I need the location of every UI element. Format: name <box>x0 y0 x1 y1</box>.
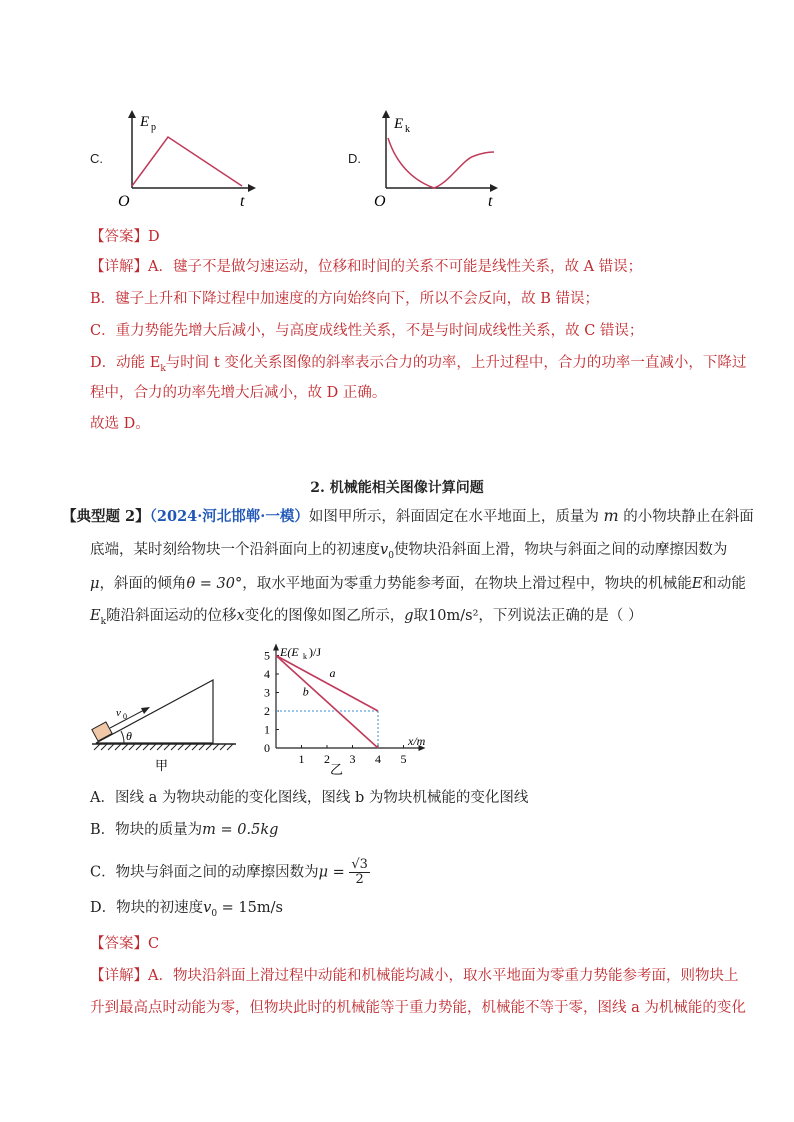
theta-label: θ <box>126 729 132 743</box>
detail-2-line-1: 【详解】A．物块沿斜面上滑过程中动能和机械能均减小，取水平地面为零重力势能参考面，则物块上 <box>90 968 739 984</box>
x-tick-label: 4 <box>375 752 381 766</box>
option-d-label: D. <box>348 151 361 166</box>
c-curve <box>132 137 242 186</box>
detail-1-conclusion: 故选 D。 <box>90 416 150 432</box>
choice-a: A．图线 a 为物块动能的变化图线，图线 b 为物块机械能的变化图线 <box>90 790 529 806</box>
y-tick-label: 0 <box>264 741 270 755</box>
series-line-b <box>276 656 378 749</box>
y-tick-label: 3 <box>264 685 270 700</box>
theta-arc <box>121 731 124 743</box>
chart-axes <box>273 644 426 752</box>
x-tick-label: 3 <box>349 752 356 766</box>
problem-line-2: 底端，某时刻给物块一个沿斜面向上的初速度$v_0$使物块沿斜面上滑，物块与斜面之间的动摩擦因数为 <box>90 542 728 561</box>
ylabel-text: E(E <box>280 645 299 659</box>
choice-c: C．物块与斜面之间的动摩擦因数为μ = $\frac{√3}{2}$ <box>90 857 368 887</box>
mu-fraction: $\frac{√3}{2}$ <box>351 857 368 887</box>
ylabel-sub: k <box>303 652 307 661</box>
x-tick-label: 5 <box>400 752 407 766</box>
v0-label: v <box>116 707 121 719</box>
problem-line-1: 【典型题 2】（2024·河北邯郸·一模）如图甲所示，斜面固定在水平地面上，质量为 m 的小物块静止在斜面 <box>62 506 754 525</box>
detail-1-line-d1: D．动能 $E_k$与时间 t 变化关系图像的斜率表示合力的功率，上升过程中，合力的功率一直减小，下降过 <box>90 355 747 374</box>
d-y-arrow <box>382 110 390 118</box>
d-origin: O <box>374 193 386 210</box>
choice-b: B．物块的质量为m = 0.5kg <box>90 822 279 838</box>
xlabel-text: x/m <box>408 734 426 748</box>
c-xlabel: t <box>240 193 245 210</box>
detail-1-line-a: 【详解】A．毽子不是做匀速运动，位移和时间的关系不可能是线性关系，故 A 错误； <box>90 259 643 275</box>
option-d-graph <box>370 108 505 210</box>
chart-series <box>276 656 378 749</box>
series-label-a: a <box>329 665 336 680</box>
detail-1-line-c: C．重力势能先增大后减小，与高度成线性关系，不是与时间成线性关系，故 C 错误； <box>90 323 644 339</box>
answer-2: 【答案】C <box>90 936 160 952</box>
y-tick-label: 4 <box>264 667 270 681</box>
detail-2-line-2: 升到最高点时动能为零，但物块此时的机械能等于重力势能，机械能不等于零，图线 a 为机械能的变化 <box>90 1000 746 1016</box>
v0-sub: 0 <box>123 712 127 721</box>
c-ylabel: E <box>140 114 150 130</box>
d-ylabel: E <box>394 116 404 132</box>
section-title: 2. 机械能相关图像计算问题 <box>310 480 484 496</box>
answer-1: 【答案】D <box>90 229 160 245</box>
figure-yi-chart <box>258 642 428 778</box>
c-ysub: p <box>151 122 156 133</box>
option-c-graph <box>112 108 262 210</box>
problem-line-3: μ，斜面的倾角θ = 30°，取水平地面为零重力势能参考面，在物块上滑过程中，物块的机械能E和动能 <box>90 576 746 592</box>
d-ysub: k <box>405 124 410 135</box>
series-label-b: b <box>302 684 309 699</box>
ylabel-end: )/J <box>309 645 321 659</box>
block <box>92 722 112 741</box>
d-x-arrow <box>490 184 498 192</box>
velocity-arrowhead <box>141 707 150 714</box>
d-xlabel: t <box>488 193 493 210</box>
incline <box>96 680 213 743</box>
y-axis-arrow <box>273 644 279 651</box>
y-tick-label: 2 <box>264 704 270 718</box>
detail-1-line-d2: 程中，合力的功率先增大后减小，故 D 正确。 <box>90 385 387 401</box>
caption-yi: 乙 <box>330 762 344 777</box>
chart-ylabel <box>279 645 321 661</box>
ground-hatch <box>94 744 233 750</box>
option-c-label: C. <box>90 151 103 166</box>
c-y-arrow <box>128 110 136 118</box>
c-x-arrow <box>248 184 256 192</box>
x-tick-label: 1 <box>298 752 305 766</box>
c-origin: O <box>118 193 130 210</box>
y-tick-label: 1 <box>264 722 270 737</box>
d-curve <box>388 138 494 188</box>
figure-jia <box>88 670 238 780</box>
detail-1-line-b: B．毽子上升和下降过程中加速度的方向始终向下，所以不会反向，故 B 错误； <box>90 291 600 307</box>
caption-jia: 甲 <box>155 758 169 773</box>
choice-d: D．物块的初速度$v_0 = 15m/s$ <box>90 900 283 919</box>
problem-line-4: $E_k$随沿斜面运动的位移x变化的图像如图乙所示，g取10m/s²，下列说法正确的是（ ） <box>90 608 643 627</box>
y-tick-label: 5 <box>264 648 270 663</box>
x-tick-label: 2 <box>324 752 330 766</box>
